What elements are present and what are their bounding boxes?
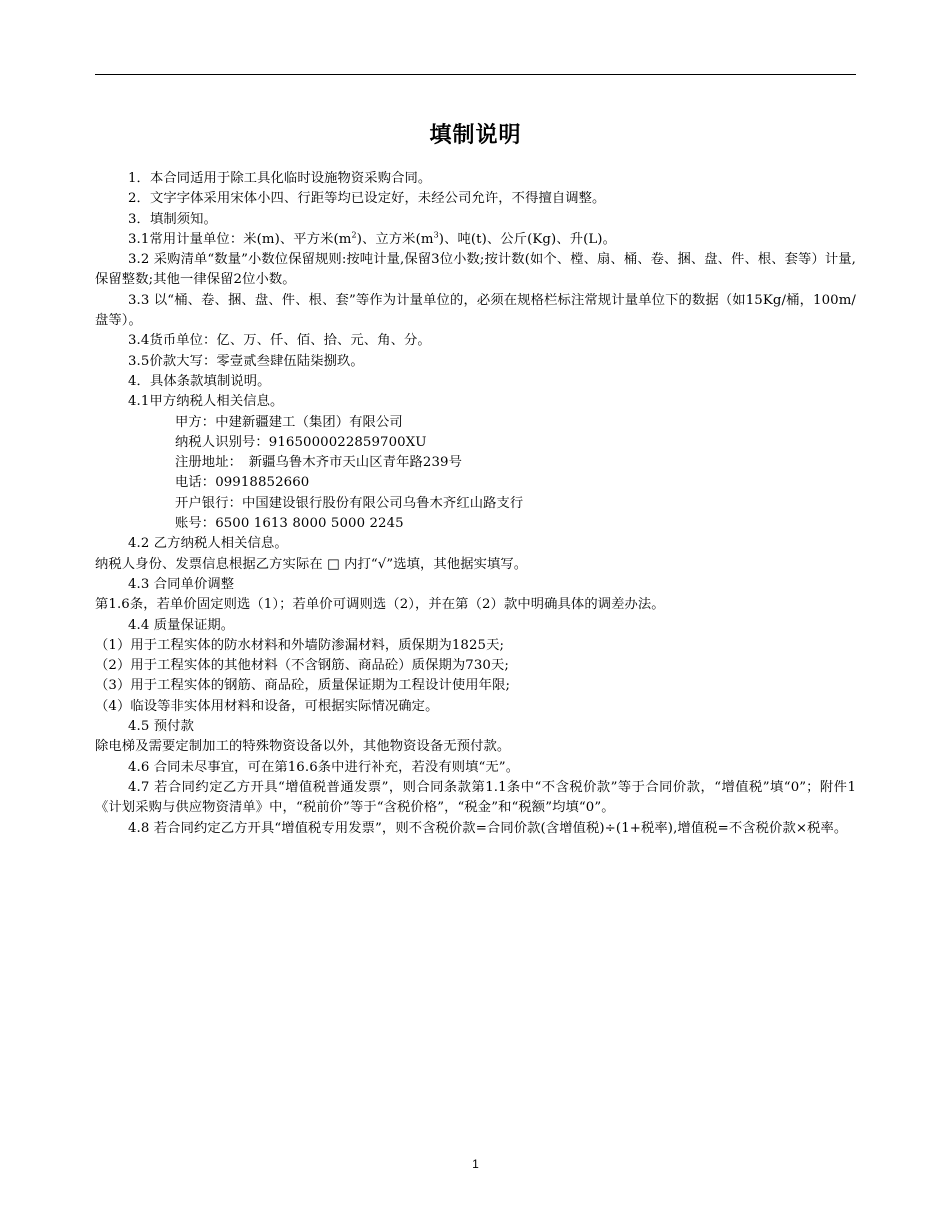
paragraph-4-1: 4.1甲方纳税人相关信息。	[128, 394, 284, 410]
party-a-name: 甲方：中建新疆建工（集团）有限公司	[175, 414, 403, 430]
paragraph-4-3: 4.3 合同单价调整	[128, 576, 235, 592]
party-a-bank: 开户银行：中国建设银行股份有限公司乌鲁木齐红山路支行	[175, 495, 524, 511]
paragraph-4-3-body: 第1.6条，若单价固定则选（1）；若单价可调则选（2），并在第（2）款中明确具体的调差办法。	[95, 597, 665, 613]
page-title: 填制说明	[429, 123, 522, 148]
paragraph-4-4: 4.4 质量保证期。	[128, 617, 235, 633]
paragraph-3-1	[95, 230, 856, 250]
units-text-a: 3.1常用计量单位：米(m)、平方米(m	[128, 231, 352, 247]
page-number: 1	[472, 1157, 479, 1171]
paragraph-4-5-body: 除电梯及需要定制加工的特殊物资设备以外，其他物资设备无预付款。	[95, 739, 511, 755]
warranty-item-3: （3）用于工程实体的钢筋、商品砼，质量保证期为工程设计使用年限;	[95, 678, 511, 694]
paragraph-3: 3．填制须知。	[128, 211, 217, 227]
units-text-e: )、吨(t)、公斤(Kg)、升(L)。	[438, 231, 616, 247]
paragraph-3-5: 3.5价款大写：零壹贰叁肆伍陆柒捌玖。	[128, 353, 364, 369]
document-body	[95, 169, 856, 839]
paragraph-4-8: 4.8 若合同约定乙方开具“增值税专用发票”，则不含税价款=合同价款(含增值税)÷(1+税率),增值税=不含税价款×税率。	[128, 820, 848, 836]
paragraph-1: 1．本合同适用于除工具化临时设施物资采购合同。	[128, 171, 432, 186]
party-a-address: 注册地址： 新疆乌鲁木齐市天山区青年路239号	[175, 455, 462, 471]
warranty-item-1: （1）用于工程实体的防水材料和外墙防渗漏材料，质保期为1825天;	[95, 637, 505, 653]
header-rule	[95, 74, 856, 75]
paragraph-4: 4．具体条款填制说明。	[128, 373, 271, 389]
paragraph-4-6: 4.6 合同未尽事宜，可在第16.6条中进行补充，若没有则填“无”。	[128, 759, 520, 775]
paragraph-4-5: 4.5 预付款	[128, 719, 194, 735]
warranty-item-2: （2）用于工程实体的其他材料（不含钢筋、商品砼）质保期为730天;	[95, 658, 509, 674]
paragraph-3-3: 3.3 以“桶、卷、捆、盘、件、根、套”等作为计量单位的，必须在规格栏标注常规计量单位下的数据（如15Kg/桶，100m/盘等）。	[95, 292, 856, 329]
units-sup-2: 2	[351, 230, 357, 240]
paragraph-4-2-body: 纳税人身份、发票信息根据乙方实际在 □ 内打“√”选填，其他据实填写。	[95, 556, 528, 572]
warranty-item-4: （4）临设等非实体用材料和设备，可根据实际情况确定。	[95, 698, 439, 714]
paragraph-4-2: 4.2 乙方纳税人相关信息。	[128, 536, 288, 552]
paragraph-4-7: 4.7 若合同约定乙方开具“增值税普通发票”，则合同条款第1.1条中“不含税价款”等于合同价款，“增值税”填“0”；附件1《计划采购与供应物资清单》中，“税前价”等于“含税价格”，“税金”和“税额”均填“0”。	[95, 779, 856, 816]
paragraph-3-4: 3.4货币单位：亿、万、仟、佰、拾、元、角、分。	[128, 333, 431, 349]
party-a-phone: 电话：09918852660	[175, 475, 310, 491]
paragraph-2: 2．文字字体采用宋体小四、行距等均已设定好，未经公司允许，不得擅自调整。	[128, 191, 606, 207]
party-a-taxid: 纳税人识别号：9165000022859700XU	[175, 434, 427, 450]
party-a-account: 账号：6500 1613 8000 5000 2245	[175, 516, 404, 532]
units-text-c: )、立方米(m	[356, 231, 434, 247]
units-sup-3: 3	[433, 230, 439, 240]
paragraph-3-2: 3.2 采购清单“数量”小数位保留规则:按吨计量,保留3位小数;按计数(如个、樘、扇、桶、卷、捆、盘、件、根、套等）计量,保留整数;其他一律保留2位小数。	[95, 252, 856, 288]
